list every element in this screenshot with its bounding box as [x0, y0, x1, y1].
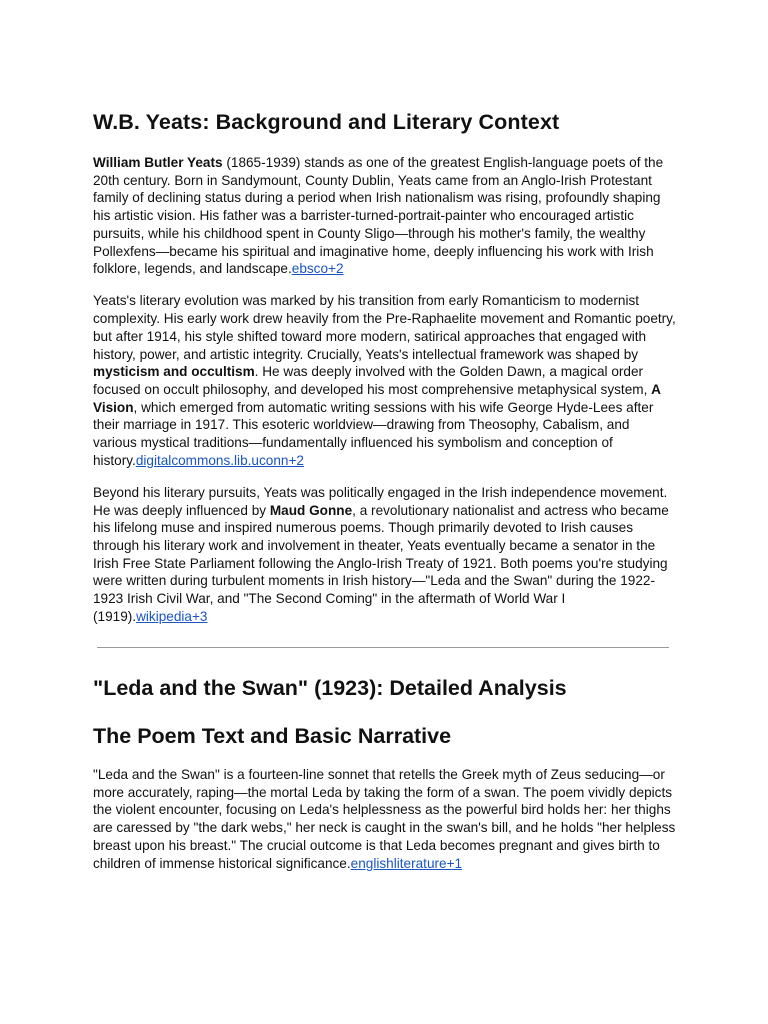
paragraph-text: (1865-1939) stands as one of the greatest English-language poets of the 20th century. Born in Sandymount, County Dublin, Yeats came from an Anglo-Irish Protestant family of declining status during a period when Irish nationalism was rising, profoundly shaping his artistic vision. His father was a barrister-turned-portrait-painter who encouraged artistic pursuits, while his childhood spent in County Sligo—through his mother's family, the wealthy Pollexfens—became his spiritual and imaginative home, deeply influencing his work with Irish folklore, legends, and landscape. — [93, 155, 664, 277]
bold-name: Maud Gonne — [269, 502, 353, 518]
paragraph-literary-evolution — [93, 292, 677, 469]
source-link[interactable]: digitalcommons.lib.uconn+2 — [135, 452, 304, 468]
subsection-title: The Poem Text and Basic Narrative — [93, 724, 452, 748]
paragraph-political — [93, 484, 677, 626]
section-title: "Leda and the Swan" (1923): Detailed Analysis — [93, 676, 567, 700]
bold-name: William Butler Yeats — [93, 155, 223, 170]
paragraph-background — [93, 154, 677, 278]
bold-term: mysticism and occultism — [93, 364, 255, 380]
document-section-2 — [93, 674, 677, 887]
source-link[interactable]: englishliterature+1 — [350, 855, 463, 871]
paragraph-text: Yeats's literary evolution was marked by his transition from early Romanticism to modernist complexity. His early work drew heavily from the Pre-Raphaelite movement and Romantic poetry, but after 1914, his style shifted toward more modern, satirical approaches that engaged with history, power, and artistic integrity. Crucially, Yeats's intellectual framework was shaped by — [93, 293, 676, 362]
source-link[interactable]: wikipedia+3 — [136, 608, 208, 624]
page-title: W.B. Yeats: Background and Literary Context — [93, 110, 560, 134]
source-link[interactable]: ebsco+2 — [291, 261, 344, 277]
paragraph-text: "Leda and the Swan" is a fourteen-line sonnet that retells the Greek myth of Zeus seducing—or more accurately, raping—the mortal Leda by taking the form of a swan. The poem vividly depicts the violent encounter, focusing on Leda's helplessness as the powerful bird holds her: her thighs are caressed by "the dark webs," her neck is caught in the swan's bill, and he holds "her helpless breast upon his breast." The crucial outcome is that Leda becomes pregnant and gives birth to children of immense historical significance. — [93, 767, 676, 871]
paragraph-text: . He was deeply involved with the Golden Dawn, a magical order focused on occult philosophy, and developed his most comprehensive metaphysical system, — [93, 364, 652, 397]
bold-term: A Vision — [93, 381, 661, 415]
section-divider — [97, 647, 669, 648]
paragraph-text: Beyond his literary pursuits, Yeats was politically engaged in the Irish independence movement. He was deeply influenced by — [93, 484, 668, 518]
paragraph-text: , which emerged from automatic writing sessions with his wife George Hyde-Lees after their marriage in 1917. This esoteric worldview—drawing from Theosophy, Cabalism, and various mystical traditions—fundamentally influenced his symbolism and conception of history. — [93, 399, 654, 468]
paragraph-narrative — [93, 766, 677, 872]
paragraph-text: , a revolutionary nationalist and actress who became his lifelong muse and inspired numerous poems. Though primarily devoted to Irish causes through his literary work and involvement in theater, Yeats eventually became a senator in the Irish Free State Parliament following the Anglo-Irish Treaty of 1921. Both poems you're studying were written during turbulent moments in Irish history—"Leda and the Swan" during the 1922-1923 Irish Civil War, and "The Second Coming" in the aftermath of World War I (1919). — [93, 502, 669, 624]
document-section-1 — [93, 108, 677, 640]
